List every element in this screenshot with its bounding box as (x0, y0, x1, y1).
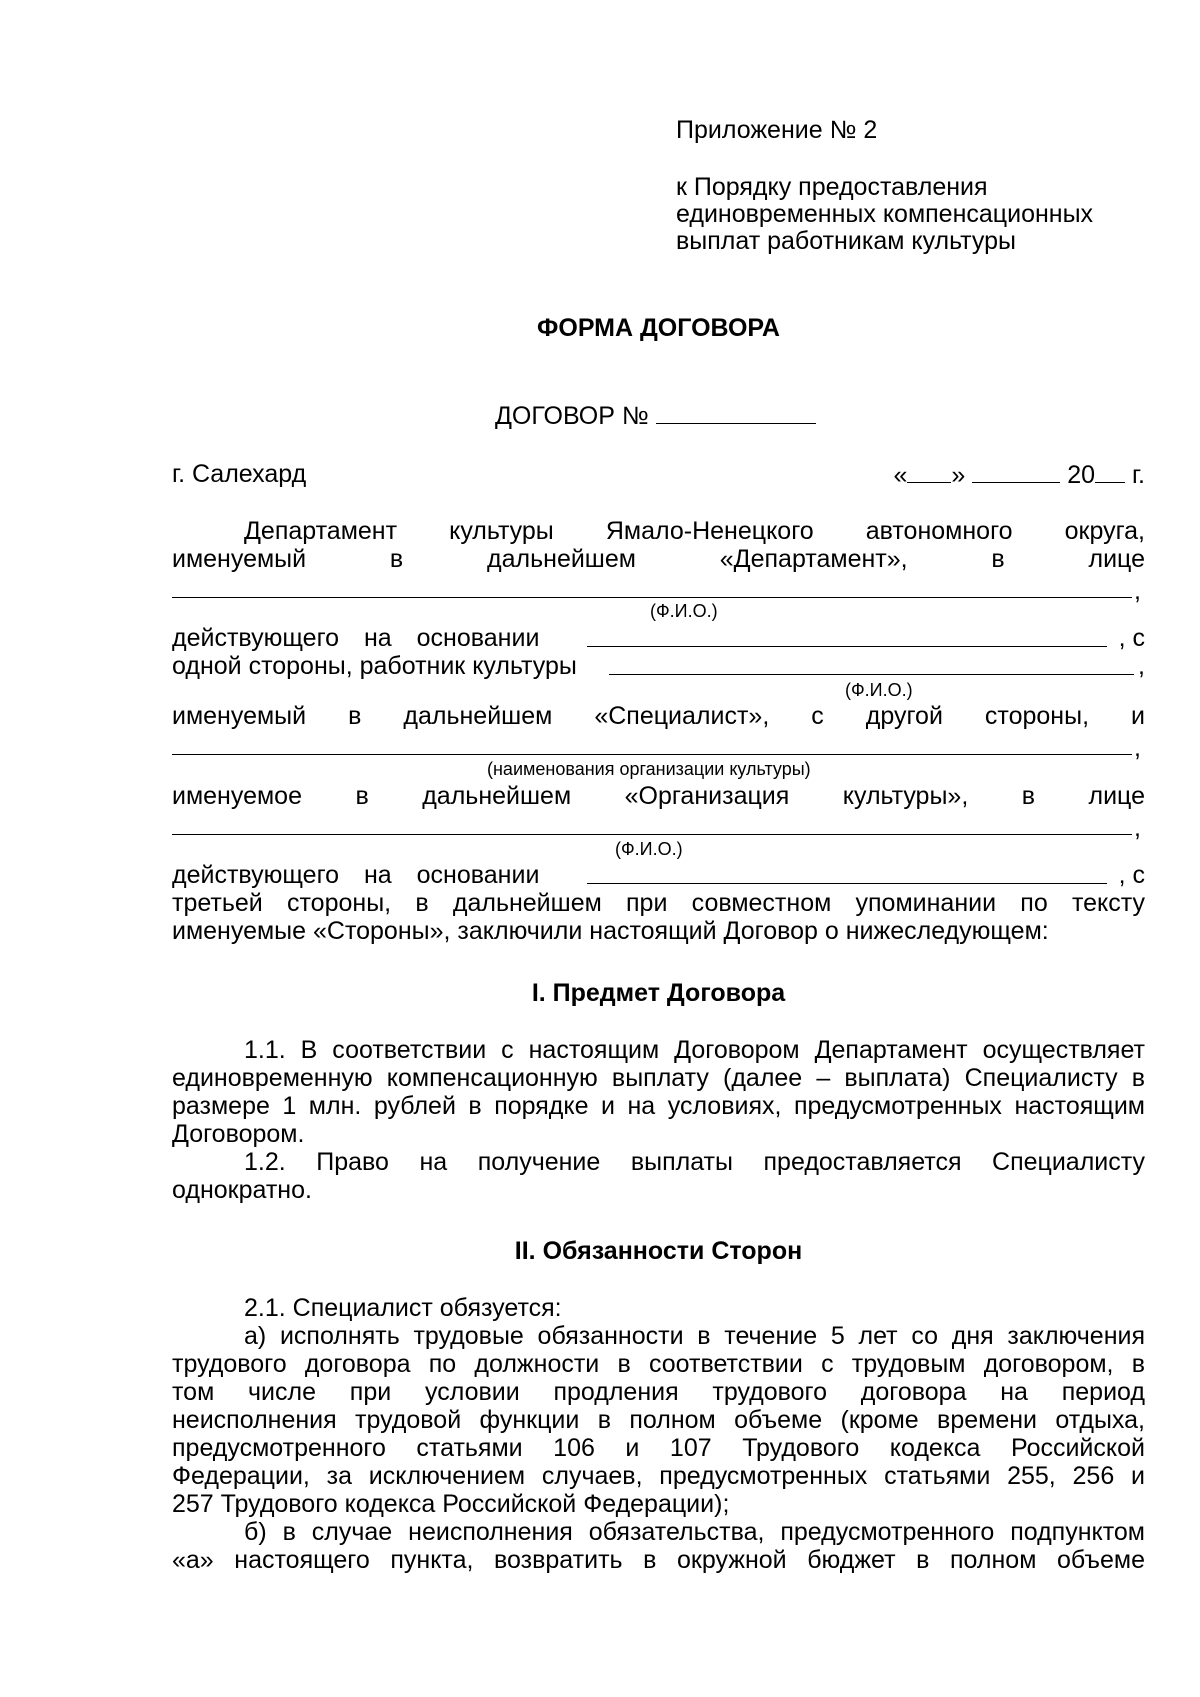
contract-number-blank (656, 401, 816, 424)
contract-number-label: ДОГОВОР № (495, 402, 649, 430)
clause-2-1-a-line-7: 257 Трудового кодекса Российской Федерации); (172, 1490, 730, 1518)
org-blank (172, 754, 1132, 755)
document-page: Приложение № 2 к Порядку предоставления единовременных компенсационных выплат работникам культуры ФОРМА ДОГОВОРА ДОГОВОР № г. Салехард « » 20 г. Департамент культуры Ямало-Ненецкого автономного округа, именуемый в дальнейшем «Департамент», в лице , (Ф.И.О.) действующего на основании , с одной стороны, работник культуры , (Ф.И.О.) именуемый в дальнейшем «Специалист», с другой стороны, и , (наименования организации культуры) именуемое в дальнейшем «Организация культуры», в лице , (Ф.И.О.) действующего на основании , с третьей стороны, в дальнейшем при совместном упоминании по тексту именуемые «Стороны», заключили настоящий Договор о нижеследующем: I. Предмет Договора 1.1. В соответствии с настоящим Договором Департамент осуществляет единовременную компенсационную выплату (далее – выплата) Специалисту в размере 1 млн. рублей в порядке и на условиях, предусмотренных настоящим Договором. 1.2. Право на получение выплаты предоставляется Специалисту однократно. II. Обязанности Сторон 2.1. Специалист обязуется: а) исполнять трудовые обязанности в течение 5 лет со дня заключения трудового договора по должности в соответствии с трудовым договором, в том числе при условии продления трудового договора на период неисполнения трудовой функции в полном объеме (кроме времени отдыха, предусмотренного статьями 106 и 107 Трудового кодекса Российской Федерации, за исключением случаев, предусмотренных статьями 255, 256 и 257 Трудового кодекса Российской Федерации); б) в случае неисполнения обязательства, предусмотренного подпунктом «а» настоящего пункта, возвратить в окружной бюджет в полном объеме (172, 116, 1145, 1574)
appendix-ref-line-2: единовременных компенсационных (676, 200, 1094, 228)
parties-line-7: действующего на основании , с (172, 861, 1145, 889)
org-caption: (наименования организации культуры) (487, 759, 811, 779)
clause-1-1-line-2: единовременную компенсационную выплату (далее – выплата) Специалисту в (172, 1064, 1145, 1092)
clause-2-1-a-line-4: неисполнения трудовой функции в полном объеме (кроме времени отдыха, (172, 1406, 1145, 1434)
parties-line-5: именуемый в дальнейшем «Специалист», с другой стороны, и (172, 702, 1145, 730)
clause-1-1-line-1: 1.1. В соответствии с настоящим Договором Департамент осуществляет (244, 1036, 1145, 1064)
city: г. Салехард (172, 460, 307, 488)
fio-blank-1 (172, 597, 1132, 598)
appendix-number: Приложение № 2 (676, 116, 878, 144)
parties-line-9: именуемые «Стороны», заключили настоящий Договор о нижеследующем: (172, 917, 1049, 945)
contract-number-line (495, 401, 895, 431)
clause-2-1-a-line-3: том числе при условии продления трудового договора на период (172, 1378, 1145, 1406)
fio-caption-1: (Ф.И.О.) (650, 601, 718, 621)
clause-2-1-a-line-2: трудового договора по должности в соответствии с трудовым договором, в (172, 1350, 1145, 1378)
fio-blank-3 (172, 834, 1132, 835)
city-date-line (172, 460, 1145, 489)
form-title: ФОРМА ДОГОВОРА (537, 314, 780, 342)
clause-2-1-a-line-5: предусмотренного статьями 106 и 107 Трудового кодекса Российской (172, 1434, 1145, 1462)
clause-2-1-a-line-6: Федерации, за исключением случаев, предусмотренных статьями 255, 256 и (172, 1462, 1145, 1490)
clause-1-2-line-2: однократно. (172, 1176, 312, 1204)
clause-1-1-line-3: размере 1 млн. рублей в порядке и на условиях, предусмотренных настоящим (172, 1092, 1145, 1120)
parties-line-2: именуемый в дальнейшем «Департамент», в лице (172, 545, 1145, 573)
parties-line-1: Департамент культуры Ямало-Ненецкого автономного округа, (244, 517, 1145, 545)
fio-caption-2: (Ф.И.О.) (845, 680, 913, 700)
clause-2-1-a-line-1: а) исполнять трудовые обязанности в течение 5 лет со дня заключения (244, 1322, 1145, 1350)
clause-2-1: 2.1. Специалист обязуется: (244, 1294, 562, 1322)
appendix-ref-line-1: к Порядку предоставления (676, 173, 988, 201)
section-2-title: II. Обязанности Сторон (514, 1237, 803, 1265)
clause-1-1-line-4: Договором. (172, 1120, 305, 1148)
fio-caption-3: (Ф.И.О.) (615, 839, 683, 859)
section-1-title: I. Предмет Договора (531, 979, 786, 1007)
date-field: « » 20 г. (893, 461, 1145, 489)
parties-line-4: одной стороны, работник культуры , (172, 652, 1145, 680)
parties-line-6: именуемое в дальнейшем «Организация культуры», в лице (172, 782, 1145, 810)
clause-2-1-b-line-2: «а» настоящего пункта, возвратить в окружной бюджет в полном объеме (172, 1546, 1145, 1574)
clause-2-1-b-line-1: б) в случае неисполнения обязательства, предусмотренного подпунктом (244, 1518, 1145, 1546)
appendix-ref-line-3: выплат работникам культуры (676, 227, 1017, 255)
clause-1-2-line-1: 1.2. Право на получение выплаты предоставляется Специалисту (244, 1148, 1145, 1176)
parties-line-8: третьей стороны, в дальнейшем при совместном упоминании по тексту (172, 889, 1145, 917)
parties-line-3: действующего на основании , с (172, 624, 1145, 652)
